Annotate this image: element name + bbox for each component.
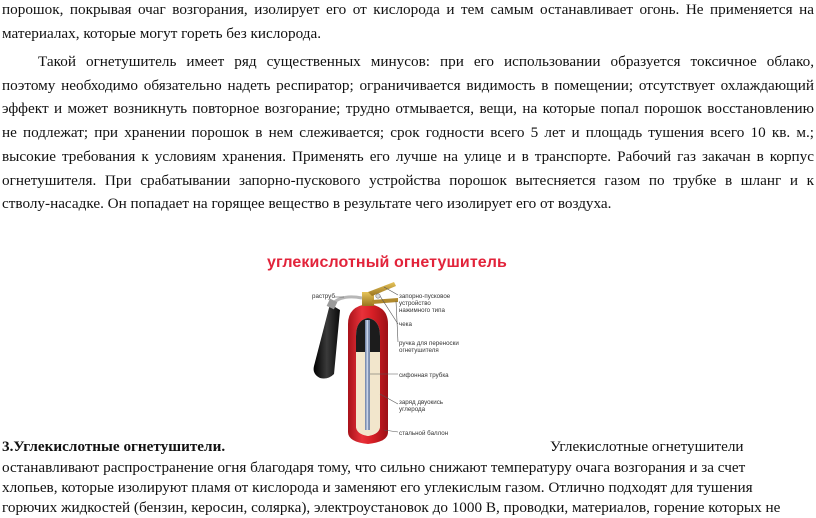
- extinguisher-diagram: [256, 254, 518, 450]
- label-valve-1: запорно-пусковое: [399, 293, 451, 300]
- label-siphon: сифонная трубка: [399, 372, 449, 379]
- text-line: хлопьев, которые изолируют пламя от кислорода и заменяют его углекислым газом. Отлично подходят для тушения: [2, 479, 753, 496]
- label-horn: раструб: [312, 293, 335, 300]
- text-line: останавливают распространение огня благодаря тому, что сильно снижают температуру очага возгорания и за счет: [2, 459, 746, 476]
- carry-handle: [372, 298, 398, 304]
- text-line: высокие требования к условиям хранения. Применять его лучше на улице и в транспорте. Рабочий газ закачан в корпус: [2, 147, 814, 165]
- paragraph-powder-action: [2, 0, 814, 45]
- text-line: эффект и может возникнуть повторное возгорание; трудно отмывается, вещи, на которые попал порошок восстановлению: [2, 100, 814, 118]
- text-line: материалах, которые могут гореть без кислорода.: [2, 24, 321, 42]
- text-line: горючих жидкостей (бензин, керосин, солярка), электроустановок до 1000 В, проводки, материалов, горение которых не: [2, 499, 781, 516]
- text-line: порошок, покрывая очаг возгорания, изолирует его от кислорода и тем самым останавливает огонь. Не применяется на: [2, 1, 814, 18]
- paragraph-disadvantages: [2, 50, 814, 216]
- text-line: стволу-насадке. Он попадает на горящее вещество в результате чего изолирует его от воздуха.: [2, 195, 612, 213]
- label-handle-1: ручка для переноски: [399, 340, 459, 347]
- label-check: чека: [399, 321, 412, 328]
- text-line: Такой огнетушитель имеет ряд существенных минусов: при его использовании образуется токсичное облако,: [38, 53, 814, 70]
- co2-extinguisher-figure: [256, 254, 518, 450]
- valve-lever: [368, 282, 396, 296]
- safety-pin: [376, 294, 380, 298]
- label-charge-2: углерода: [399, 406, 426, 413]
- label-handle-2: огнетушителя: [399, 347, 439, 354]
- horn: [314, 304, 340, 379]
- section-lead-text: Углекислотные огнетушители: [550, 438, 744, 455]
- label-charge-1: заряд двуокись: [399, 399, 444, 406]
- paragraph-co2-description: [2, 458, 814, 518]
- section-heading-row: [2, 436, 814, 458]
- text-line: поэтому необходимо обязательно надеть респиратор; ограничивается видимость в помещении; отсутствует охлаждающий: [2, 76, 814, 94]
- figure-title: углекислотный огнетушитель: [267, 254, 507, 271]
- label-cylinder: стальной баллон: [399, 430, 449, 437]
- text-line: огнетушителя. При срабатывании запорно-пускового устройства порошок вытесняется газом по трубке в шланг и к: [2, 171, 814, 189]
- label-valve-3: нажимного типа: [399, 307, 445, 314]
- label-valve-2: устройство: [399, 300, 431, 307]
- section-heading: 3.Углекислотные огнетушители.: [2, 438, 226, 455]
- text-line: не подлежат; при хранении порошок в нем слеживается; срок годности всего 5 лет и площадь тушения всего 10 кв. м.;: [2, 124, 814, 142]
